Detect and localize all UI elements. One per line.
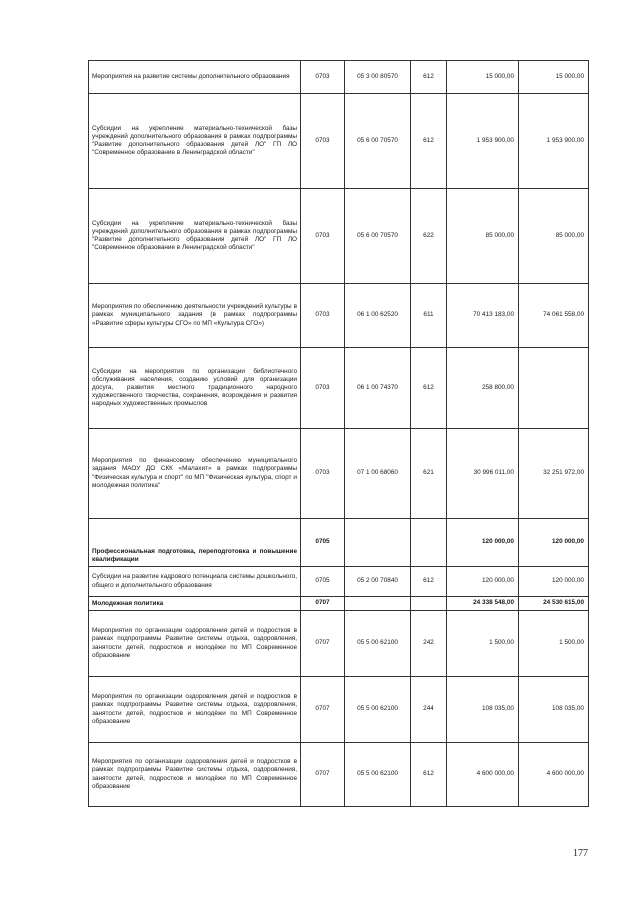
expense-type-code: 621 <box>411 429 447 519</box>
target-code <box>345 597 411 611</box>
item-name: Профессиональная подготовка, переподготовка и повышение квалификации <box>89 519 301 567</box>
item-name: Молодежная политика <box>89 597 301 611</box>
expense-type-code: 612 <box>411 61 447 94</box>
section-code: 0707 <box>301 677 345 743</box>
section-code: 0707 <box>301 611 345 677</box>
table-row <box>89 677 589 743</box>
amount-year-2: 120 000,00 <box>519 567 589 597</box>
item-name: Мероприятия по организации оздоровления детей и подростков в рамках подпрограммы Развитие системы отдыха, оздоровления, занятости детей, подростков и молодёжи по МП Современное образование <box>89 743 301 807</box>
item-name: Мероприятия по обеспечению деятельности учреждений культуры в рамках муниципального задания (в рамках подпрограммы «Развитие сферы культуры СГО» по МП «Культура СГО») <box>89 284 301 348</box>
amount-year-1: 1 953 900,00 <box>447 94 519 189</box>
target-code: 07 1 00 68060 <box>345 429 411 519</box>
expense-type-code: 612 <box>411 348 447 429</box>
expense-type-code <box>411 519 447 567</box>
amount-year-2: 1 953 900,00 <box>519 94 589 189</box>
target-code: 05 2 00 70840 <box>345 567 411 597</box>
item-name: Мероприятия по организации оздоровления детей и подростков в рамках подпрограммы Развитие системы отдыха, оздоровления, занятости детей, подростков и молодёжи по МП Современное образование <box>89 677 301 743</box>
amount-year-1: 30 996 011,00 <box>447 429 519 519</box>
amount-year-1: 85 000,00 <box>447 189 519 284</box>
amount-year-1: 120 000,00 <box>447 519 519 567</box>
page-number: 177 <box>573 848 588 859</box>
amount-year-2: 32 251 972,00 <box>519 429 589 519</box>
table-row <box>89 567 589 597</box>
amount-year-1: 15 000,00 <box>447 61 519 94</box>
table-row <box>89 348 589 429</box>
item-name: Субсидии на развитие кадрового потенциала системы дошкольного, общего и дополнительного образования <box>89 567 301 597</box>
target-code: 05 5 00 62100 <box>345 611 411 677</box>
amount-year-2: 108 035,00 <box>519 677 589 743</box>
amount-year-2: 85 000,00 <box>519 189 589 284</box>
target-code: 05 6 00 70570 <box>345 189 411 284</box>
amount-year-2: 24 530 615,00 <box>519 597 589 611</box>
table-row <box>89 61 589 94</box>
expense-type-code: 242 <box>411 611 447 677</box>
expense-type-code: 611 <box>411 284 447 348</box>
amount-year-1: 70 413 183,00 <box>447 284 519 348</box>
expense-type-code: 244 <box>411 677 447 743</box>
target-code: 05 6 00 70570 <box>345 94 411 189</box>
amount-year-1: 120 000,00 <box>447 567 519 597</box>
amount-year-2: 74 061 558,00 <box>519 284 589 348</box>
section-total-row <box>89 519 589 567</box>
target-code: 05 3 00 80570 <box>345 61 411 94</box>
item-name: Мероприятия по организации оздоровления детей и подростков в рамках подпрограммы Развитие системы отдыха, оздоровления, занятости детей, подростков и молодёжи по МП Современное образование <box>89 611 301 677</box>
table-row <box>89 743 589 807</box>
section-code: 0705 <box>301 519 345 567</box>
table-row <box>89 189 589 284</box>
target-code: 05 5 00 62100 <box>345 743 411 807</box>
amount-year-2: 4 600 000,00 <box>519 743 589 807</box>
target-code: 06 1 00 62520 <box>345 284 411 348</box>
section-code: 0703 <box>301 348 345 429</box>
section-code: 0703 <box>301 284 345 348</box>
expense-type-code: 612 <box>411 743 447 807</box>
amount-year-2: 120 000,00 <box>519 519 589 567</box>
table-body <box>89 61 589 807</box>
amount-year-1: 4 600 000,00 <box>447 743 519 807</box>
table-row <box>89 611 589 677</box>
section-code: 0705 <box>301 567 345 597</box>
amount-year-2: 1 500,00 <box>519 611 589 677</box>
section-code: 0703 <box>301 189 345 284</box>
table-row <box>89 94 589 189</box>
target-code: 05 5 00 62100 <box>345 677 411 743</box>
section-code: 0707 <box>301 597 345 611</box>
expense-type-code: 612 <box>411 567 447 597</box>
target-code: 06 1 00 74370 <box>345 348 411 429</box>
expense-type-code: 612 <box>411 94 447 189</box>
item-name: Субсидии на укрепление материально-технической базы учреждений дополнительного образования в рамках подпрограммы "Развитие дополнительного образования детей ЛО" ГП ЛО "Современное образование в Ленинградской области" <box>89 189 301 284</box>
amount-year-1: 1 500,00 <box>447 611 519 677</box>
table-row <box>89 284 589 348</box>
amount-year-1: 258 800,00 <box>447 348 519 429</box>
item-name: Субсидии на укрепление материально-технической базы учреждений дополнительного образования в рамках подпрограммы "Развитие дополнительного образования детей ЛО" ГП ЛО "Современное образование в Ленинградской области" <box>89 94 301 189</box>
amount-year-2 <box>519 348 589 429</box>
expense-type-code: 622 <box>411 189 447 284</box>
section-code: 0707 <box>301 743 345 807</box>
section-code: 0703 <box>301 61 345 94</box>
section-total-row <box>89 597 589 611</box>
budget-table <box>88 60 589 807</box>
target-code <box>345 519 411 567</box>
amount-year-2: 15 000,00 <box>519 61 589 94</box>
item-name: Мероприятия на развитие системы дополнительного образования <box>89 61 301 94</box>
expense-type-code <box>411 597 447 611</box>
item-name: Субсидии на мероприятия по организации библиотечного обслуживания населения, созданию условий для организации досуга, развития местного традиционного народного художественного творчества, сохранения, возрождения и развития народных художественных промыслов <box>89 348 301 429</box>
amount-year-1: 24 338 548,00 <box>447 597 519 611</box>
section-code: 0703 <box>301 429 345 519</box>
section-code: 0703 <box>301 94 345 189</box>
item-name: Мероприятия по финансовому обеспечению муниципального задания МАОУ ДО СКК «Малахит» в рамках подпрограммы "Физическая культура и спорт" по МП "Физическая культура, спорт и молодежная политика" <box>89 429 301 519</box>
table-row <box>89 429 589 519</box>
amount-year-1: 108 035,00 <box>447 677 519 743</box>
